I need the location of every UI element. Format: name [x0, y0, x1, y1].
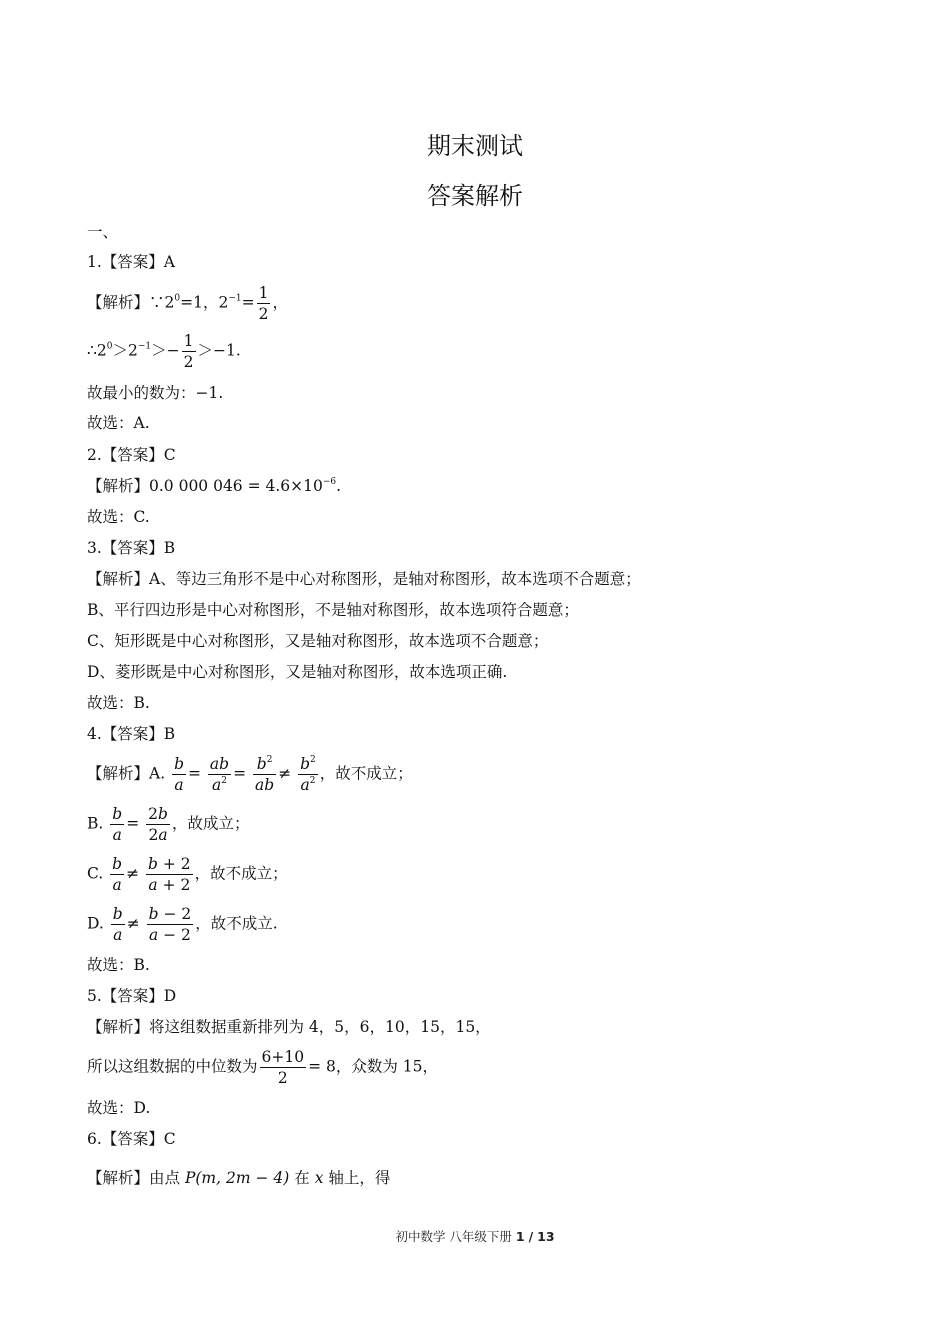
- q4-option-d: D. $\frac{b}{a}$ ≠ $\frac{b - 2}{a - 2}$ ，故不成立.: [87, 905, 278, 944]
- footer-page-number: 1: [515, 1229, 525, 1244]
- q5-choice: 故选：D.: [87, 1099, 151, 1117]
- q3-choice: 故选：B.: [87, 694, 150, 712]
- q3-analysis-line3: C、矩形既是中心对称图形，又是轴对称图形，故本选项不合题意；: [87, 632, 549, 650]
- q6-analysis-line1: 【解析】由点 P(m, 2m − 4) 在 x 轴上，得: [87, 1169, 391, 1187]
- q2-choice: 故选：C.: [87, 508, 150, 526]
- q4-answer: 4.【答案】B: [87, 725, 176, 743]
- q3-analysis-line1: 【解析】A、等边三角形不是中心对称图形，是轴对称图形，故本选项不合题意；: [87, 570, 641, 588]
- q1-analysis-line3: 故最小的数为：−1.: [87, 384, 224, 402]
- q1-choice: 故选：A.: [87, 414, 150, 432]
- q5-answer: 5.【答案】D: [87, 987, 177, 1005]
- footer-page-total: 13: [537, 1229, 555, 1244]
- q3-answer: 3.【答案】B: [87, 539, 176, 557]
- q2-analysis: 【解析】0.0 000 $046 = 4.6\times 10^{-6}$.: [87, 477, 342, 495]
- page-subtitle: 答案解析: [427, 182, 523, 210]
- q2-answer: 2.【答案】C: [87, 446, 176, 464]
- section-label: 一、: [87, 223, 119, 241]
- q4-option-b: B. $\frac{b}{a}$ = $\frac{2b}{2a}$ ，故成立；: [87, 805, 250, 844]
- footer-text: 初中数学 八年级下册: [395, 1229, 512, 1244]
- q1-analysis-line1: 【解析】$\because 2^0=1$，$2^{-1}=$ $\frac{1}{2}$ ，: [87, 284, 288, 323]
- q1-answer: 1.【答案】A: [87, 253, 175, 271]
- page-title: 期末测试: [427, 132, 523, 160]
- q3-analysis-line2: B、平行四边形是中心对称图形，不是轴对称图形，故本选项符合题意；: [87, 601, 579, 619]
- q4-option-c: C. $\frac{b}{a}$ ≠ $\frac{b + 2}{a + 2}$ ，故不成立；: [87, 855, 288, 894]
- q4-choice: 故选：B.: [87, 956, 150, 974]
- q3-analysis-line4: D、菱形既是中心对称图形，又是轴对称图形，故本选项正确.: [87, 663, 508, 681]
- q1-analysis-line2: $\therefore 2^0>2^{-1}>-$ $\frac{1}{2}$ ＞−1.: [87, 332, 241, 371]
- page-footer: 初中数学 八年级下册 1 / 13: [395, 1229, 555, 1244]
- q5-analysis-line2: 所以这组数据的中位数为 $\frac{6+10}{2}$ = 8，众数为 15，: [87, 1048, 439, 1087]
- q6-answer: 6.【答案】C: [87, 1130, 176, 1148]
- q4-option-a: 【解析】A. $\frac{b}{a}$ = $\frac{ab}{a^2}$ = $\frac{b^2}{ab}$ ≠ $\frac{b^2}{a^2}$ ，故不成立；: [87, 755, 413, 794]
- q5-analysis-line1: 【解析】将这组数据重新排列为 4，5，6，10，15，15，: [87, 1018, 491, 1036]
